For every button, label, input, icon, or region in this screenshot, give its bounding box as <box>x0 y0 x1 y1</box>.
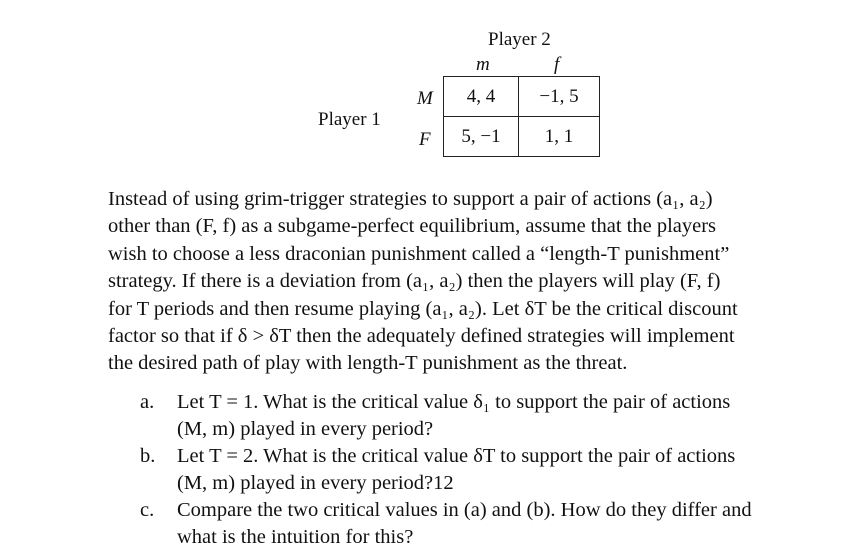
payoff-row <box>444 117 600 157</box>
question-line: Compare the two critical values in (a) and (b). How do they differ and <box>177 499 752 521</box>
payoff-row <box>444 77 600 117</box>
paragraph-line: factor so that if δ > δT then the adequately defined strategies will implement <box>108 325 735 348</box>
paragraph-line: Instead of using grim-trigger strategies to support a pair of actions (a₁, a₂) <box>108 188 713 210</box>
question-line: (M, m) played in every period?12 <box>177 472 454 495</box>
question-line: what is the intuition for this? <box>177 526 414 549</box>
paragraph-line: wish to choose a less draconian punishment called a “length-T punishment” <box>108 242 730 265</box>
payoff-cell: 4, 4 <box>444 77 519 117</box>
row-action-M: M <box>417 88 433 109</box>
paragraph-line: other than (F, f) as a subgame-perfect equilibrium, assume that the players <box>108 215 717 238</box>
question-line: Let T = 2. What is the critical value δT to support the pair of actions <box>177 445 736 467</box>
paragraph-line: for T periods and then resume playing (a₁, a₂). Let δT be the critical discount <box>108 297 738 320</box>
question-body <box>177 443 735 498</box>
paragraph-line: strategy. If there is a deviation from (a₁, a₂) then the players will play (F, f) <box>108 270 721 293</box>
paragraph-line: the desired path of play with length-T punishment as the threat. <box>108 352 628 375</box>
row-action-F: F <box>419 129 431 150</box>
question-body <box>177 389 730 444</box>
question-line: (M, m) played in every period? <box>177 418 434 441</box>
col-action-f: f <box>554 54 560 75</box>
col-action-m: m <box>476 54 490 75</box>
question-letter: c. <box>140 499 155 521</box>
question-letter: a. <box>140 391 155 413</box>
payoff-cell: −1, 5 <box>519 77 600 117</box>
player1-label: Player 1 <box>318 109 381 130</box>
payoff-cell: 5, −1 <box>444 117 519 157</box>
payoff-cell: 1, 1 <box>519 117 600 157</box>
question-body <box>177 497 752 552</box>
player2-label: Player 2 <box>488 29 551 50</box>
payoff-matrix <box>443 76 600 157</box>
problem-paragraph <box>108 186 808 378</box>
question-letter: b. <box>140 445 156 467</box>
question-line: Let T = 1. What is the critical value δ₁ to support the pair of actions <box>177 391 731 413</box>
